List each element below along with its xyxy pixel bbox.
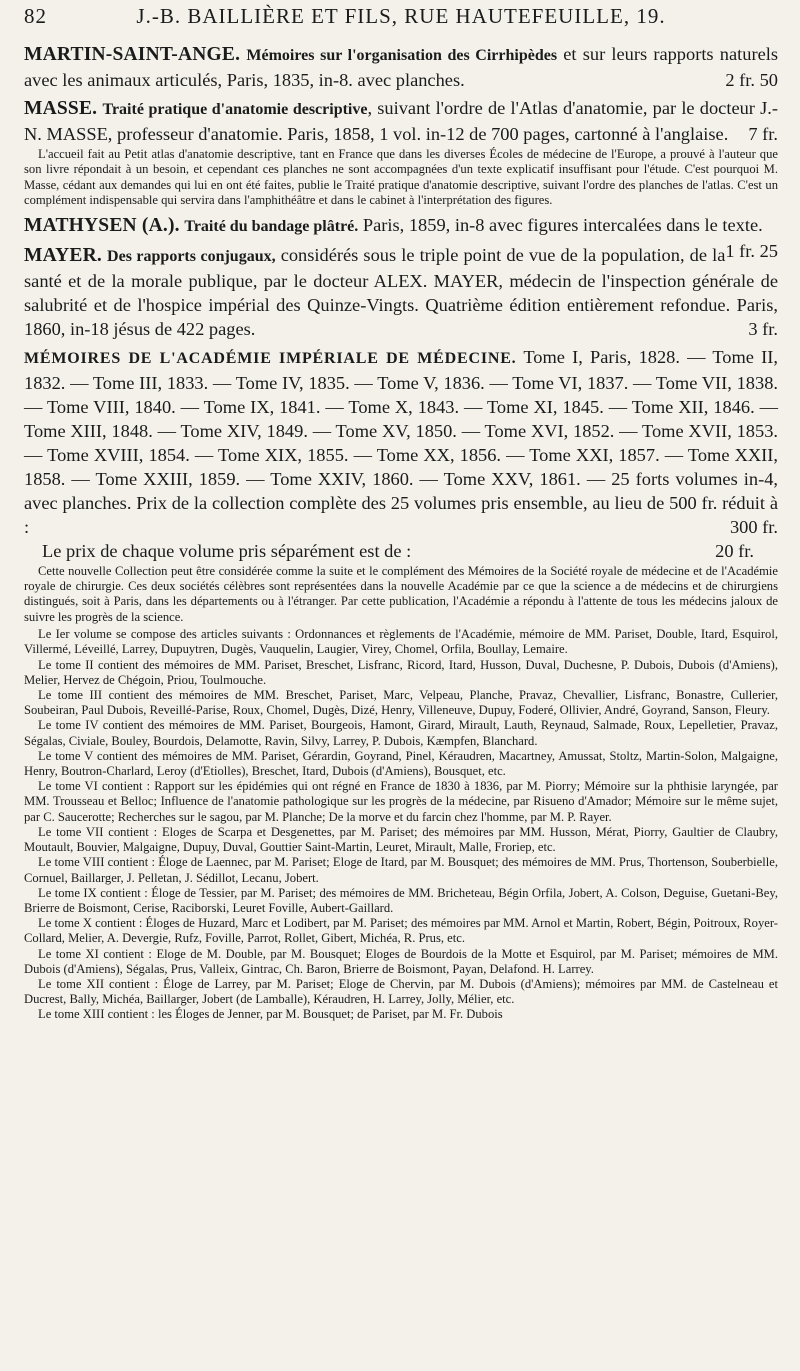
entry-work-title: MÉMOIRES DE L'ACADÉMIE IMPÉRIALE DE MÉDECINE. — [24, 349, 517, 367]
volume-contents-item: Le Ier volume se compose des articles suivants : Ordonnances et règlements de l'Académie, mémoire de MM. Pariset, Double, Itard, Esquirol, Villermé, Léveillé, Larrey, Dupuytren, Dugès, Vauquelin, Laugier, Virey, Chomel, Orfila, Boullay, Lemaire. — [24, 627, 778, 657]
volume-contents-item: Le tome III contient des mémoires de MM. Breschet, Pariset, Marc, Velpeau, Planche, Pravaz, Chevallier, Lisfranc, Bonastre, Cullerier, Soubeiran, Paul Dubois, Reveillé-Parise, Roux, Chomel, Dugès, Dizé, Henry, Villeneuve, Dupuy, Foderé, Ollivier, André, Goyrand, Sanson, Fleury. — [24, 688, 778, 718]
entry-work-title: Des rapports conjugaux, — [107, 247, 276, 265]
single-volume-price-line — [24, 539, 778, 563]
entry-mayer — [24, 243, 778, 341]
entry-description: considérés sous le triple point de vue de la population, de la santé et de la morale publique, par le docteur ALEX. MAYER, médecin de l'inspection générale de salubrité et de l'hospice impérial des Quinze-Vingts. Quatrième édition entièrement refondue. Paris, 1860, in-18 jésus de 422 pages. — [24, 244, 778, 339]
entry-author: MASSE. — [24, 98, 98, 119]
entry-memoires-academie — [24, 345, 778, 1023]
volume-contents-item: Le tome V contient des mémoires de MM. Pariset, Gérardin, Goyrand, Pinel, Kéraudren, Macartney, Amussat, Stoltz, Martin-Solon, Malgaigne, Henry, Boutron-Charlard, Leroy (d'Etiolles), Breschet, Itard, Dubois (d'Amiens), Bousquet, etc. — [24, 748, 778, 779]
entry-masse — [24, 96, 778, 209]
entry-note: L'accueil fait au Petit atlas d'anatomie descriptive, tant en France que dans les diverses Écoles de médecine de l'Europe, a prouvé à l'auteur que son livre répondait à un besoin, et cependant ces planches ne sont accompagnées d'un texte explicatif insuffisant pour l'étude. C'est pourquoi M. Masse, cédant aux demandes qui lui en ont été faites, publie le Traité pratique d'anatomie descriptive, suivant l'ordre des planches de l'atlas. C'est un complément indispensable qui servira dans l'amphithéâtre et dans le cabinet à l'interprétation des figures. — [24, 147, 778, 208]
volume-contents-item: Le tome X contient : Éloges de Huzard, Marc et Lodibert, par M. Pariset; des mémoires par MM. Arnol et Martin, Robert, Bégin, Poitroux, Royer-Collard, Melier, A. Devergie, Rufz, Foville, Parrot, Rollet, Gibert, Michéa, R. Prus, etc. — [24, 916, 778, 946]
entry-price: 2 fr. 50 — [725, 70, 778, 90]
entry-description: , suivant l'ordre de l'Atlas d'anatomie, par le docteur J.-N. MASSE, professeur d'anatomie. Paris, 1858, 1 vol. in-12 de 700 pages, cartonné à l'anglaise. — [24, 98, 778, 144]
entry-description: et sur leurs rapports naturels avec les animaux articulés, Paris, 1835, in-8. avec planches. — [24, 44, 778, 90]
entry-author: MAYER. — [24, 244, 102, 266]
single-volume-price: 20 fr. — [715, 540, 754, 561]
publisher-heading: J.-B. BAILLIÈRE ET FILS, RUE HAUTEFEUILLE, 19. — [136, 4, 666, 28]
volume-contents-item: Le tome XI contient : Eloge de M. Double, par M. Bousquet; Eloges de Bourdois de la Motte et Esquirol, par M. Pariset; mémoires de MM. Dubois (d'Amiens), Ségalas, Prus, Valleix, Gintrac, Ch. Baron, Brierre de Boismont, Payan, Delafond. H. Larrey. — [24, 946, 778, 976]
entry-work-title: Traité pratique d'anatomie descriptive — [102, 101, 368, 118]
entry-author: MATHYSEN (A.). — [24, 214, 180, 236]
entry-work-title: Traité du bandage plâtré. — [184, 217, 359, 235]
entry-description: Tome I, Paris, 1828. — Tome II, 1832. — Tome III, 1833. — Tome IV, 1835. — Tome V, 1836. — Tome VI, 1837. — Tome VII, 1838. — Tome VIII, 1840. — Tome IX, 1841. — Tome X, 1843. — Tome XI, 1845. — Tome XII, 1846. — Tome XIII, 1848. — Tome XIV, 1849. — Tome XV, 1850. — Tome XVI, 1852. — Tome XVII, 1853. — Tome XVIII, 1854. — Tome XIX, 1855. — Tome XX, 1856. — Tome XXI, 1857. — Tome XXII, 1858. — Tome XXIII, 1859. — Tome XXIV, 1860. — Tome XXV, 1861. — 25 forts volumes in-4, avec planches. Prix de la collection complète des 25 volumes pris ensemble, au lieu de 500 fr. réduit à : — [24, 346, 778, 537]
volume-contents-item: Le tome VII contient : Eloges de Scarpa et Desgenettes, par M. Pariset; des mémoires par MM. Husson, Mérat, Piorry, Gaultier de Claubry, Moutault, Bouvier, Malgaigne, Dupuy, Duval, Gouttier Saint-Martin, Leuret, Mirault, Malle, Froriep, etc. — [24, 824, 778, 855]
entry-martin-saint-ange — [24, 42, 778, 92]
collection-note: Cette nouvelle Collection peut être considérée comme la suite et le complément des Mémoires de la Société royale de médecine et de l'Académie royale de chirurgie. Ces deux sociétés célèbres sont représentées dans la nouvelle Académie par ce que la science a de médecins et de chirurgiens distingués, soit à Paris, dans les départements ou à l'étranger. Par cette publication, l'Académie a répondu à l'attente de tous les médecins jaloux de suivre les progrès de la science. — [24, 563, 778, 624]
single-volume-text: Le prix de chaque volume pris séparément est de : — [42, 540, 412, 561]
volume-contents-item: Le tome VI contient : Rapport sur les épidémies qui ont régné en France de 1830 à 1836, par M. Piorry; Mémoire sur la phthisie laryngée, par MM. Trousseau et Belloc; Influence de l'anatomie pathologique sur les progrès de la médecine, par Risueno d'Amador; Mémoire sur le même sujet, par C. Saucerotte; Recherches sur le sagou, par M. Planche; De la morve et du farcin chez l'homme, par M. P. Rayer. — [24, 779, 778, 824]
volume-contents-item: Le tome II contient des mémoires de MM. Pariset, Breschet, Lisfranc, Ricord, Itard, Husson, Duval, Duchesne, P. Dubois, Dubois (d'Amiens), Melier, Hervez de Chégoin, Priou, Toulmouche. — [24, 657, 778, 687]
volume-contents-item: Le tome IX contient : Éloge de Tessier, par M. Pariset; des mémoires de MM. Bricheteau, Bégin Orfila, Jobert, A. Colson, Deguise, Guetani-Bey, Brierre de Boismont, Cerise, Raciborski, Leuret Foville, Aubert-Gaillard. — [24, 885, 778, 915]
entry-author: MARTIN-SAINT-ANGE. — [24, 44, 241, 65]
page-number: 82 — [24, 4, 47, 28]
entry-description: Paris, 1859, in-8 avec figures intercalées dans le texte. — [358, 214, 763, 235]
entry-work-title: Mémoires sur l'organisation des Cirrhipèdes — [246, 47, 558, 64]
collection-price: 300 fr. — [729, 516, 778, 537]
running-head — [24, 4, 778, 38]
volume-contents-item: Le tome XIII contient : les Éloges de Jenner, par M. Bousquet; de Pariset, par M. Fr. Dubois — [38, 1007, 503, 1022]
volume-contents-item: Le tome IV contient des mémoires de MM. Pariset, Bourgeois, Hamont, Girard, Mirault, Lauth, Reynaud, Salmade, Roux, Lepelletier, Pravaz, Ségalas, Civiale, Bouley, Bourdois, Delamotte, Ravin, Silvy, Larrey, P. Dubois, Kæmpfen, Blanchard. — [24, 718, 778, 748]
entry-price: 1 fr. 25 — [725, 240, 778, 261]
volume-contents-item: Le tome VIII contient : Éloge de Laennec, par M. Pariset; Eloge de Itard, par M. Bousquet; des mémoires de MM. Prus, Thortenson, Souberbielle, Cornuel, Baillarger, J. Pelletan, J. Sédillot, Lecanu, Jobert. — [24, 855, 778, 885]
entry-price: 3 fr. — [748, 318, 778, 339]
volume-contents-item: Le tome XII contient : Éloge de Larrey, par M. Pariset; Eloge de Chervin, par M. Dubois (d'Amiens); mémoires par MM. de Castelneau et Ducrest, Bally, Michéa, Baillarger, Jobert (de Lamballe), Kéraudren, H. Larrey, Jolly, Mélier, etc. — [24, 976, 778, 1007]
entry-price: 7 fr. — [748, 124, 778, 144]
volume-contents-list — [24, 627, 778, 1022]
